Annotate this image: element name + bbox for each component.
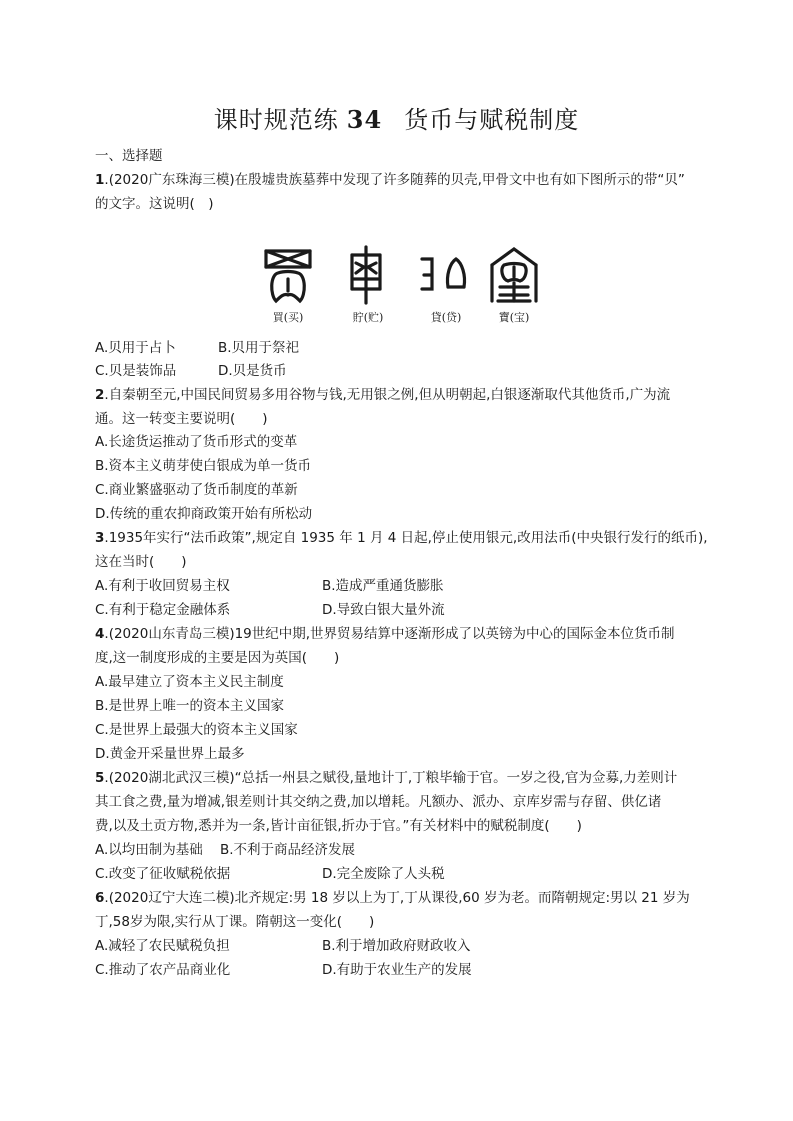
- figure-caption: 買(买): [272, 311, 304, 324]
- q5-option-b: B.不利于商品经济发展: [220, 842, 356, 858]
- section-heading: 一、选择题: [95, 148, 163, 164]
- q5-option-a: A.以均田制为基础: [95, 842, 203, 858]
- title-main: 课时规范练: [213, 106, 339, 134]
- q1-option-a: A.贝用于占卜: [95, 340, 176, 356]
- q6-option-b: B.利于增加政府财政收入: [322, 938, 471, 954]
- question-6-line-1: 6.(2020辽宁大连二模)北齐规定:男 18 岁以上为丁,丁从课役,60 岁为老。而隋朝规定:男以 21 岁为: [95, 890, 690, 906]
- question-4-line-1: 4.(2020山东青岛三模)19世纪中期,世界贸易结算中逐渐形成了以英镑为中心的国际金本位货币制: [95, 626, 675, 642]
- question-number: 4: [95, 626, 105, 642]
- q5-option-c: C.改变了征收赋税依据: [95, 866, 231, 882]
- oracle-glyph-zhu: [338, 245, 398, 325]
- q4-option-d: D.黄金开采量世界上最多: [95, 746, 245, 762]
- question-5-line-1: 5.(2020湖北武汉三模)“总括一州县之赋役,量地计丁,丁粮毕输于官。一岁之役,官为佥募,力差则计: [95, 770, 678, 786]
- question-number: 1: [95, 172, 105, 188]
- question-number: 6: [95, 890, 105, 906]
- q3-option-c: C.有利于稳定金融体系: [95, 602, 231, 618]
- q1-option-c: C.贝是装饰品: [95, 363, 177, 379]
- figure-caption: 貸(贷): [430, 311, 462, 324]
- question-number: 3: [95, 530, 105, 546]
- question-4-line-2: 度,这一制度形成的主要是因为英国( ): [95, 650, 340, 666]
- question-number: 2: [95, 387, 105, 403]
- oracle-glyph-bao: [484, 245, 544, 325]
- q2-option-c: C.商业繁盛驱动了货币制度的革新: [95, 482, 298, 498]
- oracle-glyph-dai-image: [418, 245, 474, 305]
- question-2-line-1: 2.自秦朝至元,中国民间贸易多用谷物与钱,无用银之例,但从明朝起,白银逐渐取代其他货币,广为流: [95, 387, 671, 403]
- question-1-line-1: 1.(2020广东珠海三模)在殷墟贵族墓葬中发现了许多随葬的贝壳,甲骨文中也有如下图所示的带“贝”: [95, 172, 685, 188]
- page-title: [0, 100, 793, 135]
- question-3-line-2: 这在当时( ): [95, 554, 187, 570]
- title-number: 34: [346, 105, 383, 134]
- figure-caption: 寶(宝): [498, 311, 530, 324]
- question-5-line-2: 其工食之费,量为增减,银差则计其交纳之费,加以增耗。凡额办、派办、京库岁需与存留、供亿诸: [95, 794, 662, 810]
- q1-option-b: B.贝用于祭祀: [218, 340, 300, 356]
- question-number: 5: [95, 770, 105, 786]
- oracle-glyph-bao-image: [486, 245, 542, 305]
- q2-option-b: B.资本主义萌芽使白银成为单一货币: [95, 458, 312, 474]
- question-6-line-2: 丁,58岁为限,实行从丁课。隋朝这一变化( ): [95, 914, 375, 930]
- oracle-glyph-mai-image: [260, 245, 316, 305]
- question-1-line-2: 的文字。这说明( ): [95, 196, 214, 212]
- q2-option-d: D.传统的重农抑商政策开始有所松动: [95, 506, 313, 522]
- title-subject: 货币与赋税制度: [404, 106, 580, 134]
- q3-option-a: A.有利于收回贸易主权: [95, 578, 230, 594]
- q6-option-a: A.减轻了农民赋税负担: [95, 938, 230, 954]
- oracle-glyph-dai: [416, 245, 476, 325]
- oracle-bone-figure: [258, 245, 548, 335]
- q5-option-d: D.完全废除了人头税: [322, 866, 445, 882]
- oracle-glyph-zhu-image: [340, 245, 396, 305]
- q6-option-c: C.推动了农产品商业化: [95, 962, 231, 978]
- q4-option-c: C.是世界上最强大的资本主义国家: [95, 722, 298, 738]
- q3-option-b: B.造成严重通货膨胀: [322, 578, 444, 594]
- question-5-line-3: 费,以及土贡方物,悉并为一条,皆计亩征银,折办于官。”有关材料中的赋税制度( ): [95, 818, 582, 834]
- q3-option-d: D.导致白银大量外流: [322, 602, 445, 618]
- question-2-line-2: 通。这一转变主要说明( ): [95, 411, 268, 427]
- oracle-glyph-mai: [258, 245, 318, 325]
- q4-option-b: B.是世界上唯一的资本主义国家: [95, 698, 285, 714]
- q6-option-d: D.有助于农业生产的发展: [322, 962, 472, 978]
- question-3-line-1: 3.1935年实行“法币政策”,规定自 1935 年 1 月 4 日起,停止使用银元,改用法币(中央银行发行的纸币),: [95, 530, 708, 546]
- q4-option-a: A.最早建立了资本主义民主制度: [95, 674, 284, 690]
- q2-option-a: A.长途货运推动了货币形式的变革: [95, 434, 298, 450]
- figure-caption: 貯(贮): [352, 311, 384, 324]
- q1-option-d: D.贝是货币: [218, 363, 287, 379]
